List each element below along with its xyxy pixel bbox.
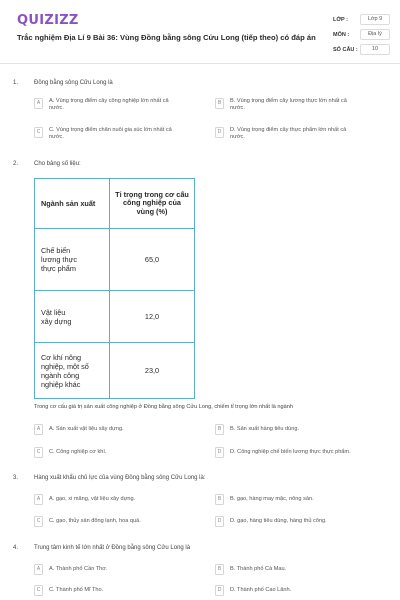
option-text: A. Thành phố Cần Thơ.: [49, 566, 108, 572]
page-title: Trắc nghiệm Địa Lí 9 Bài 36: Vùng Đồng bằng sông Cửu Long (tiếp theo) có đáp án: [17, 33, 316, 42]
cell-line: Vật liệu: [41, 307, 66, 317]
q2-option-d[interactable]: [215, 447, 351, 458]
q1-option-a[interactable]: [34, 98, 169, 112]
option-text: B. gạo, hàng may mặc, nông sản.: [230, 496, 314, 502]
meta-count: [333, 44, 391, 56]
cell-line: lương thực: [41, 255, 78, 264]
option-letter: D: [215, 447, 224, 458]
option-letter: D: [215, 585, 224, 596]
meta-subject-value: Địa lý: [360, 29, 390, 40]
q4-option-a[interactable]: [34, 564, 108, 575]
table-cell-name: [35, 291, 110, 343]
q3-option-b[interactable]: [215, 494, 314, 505]
q1-option-c[interactable]: [34, 127, 172, 141]
cell-line: nghiệp, một số: [41, 361, 89, 371]
option-letter: D: [215, 516, 224, 527]
option-letter: A: [34, 494, 43, 505]
meta-subject: [333, 29, 391, 41]
option-letter: C: [34, 127, 43, 138]
cell-line: Cơ khí nông: [41, 352, 82, 362]
option-text: A. gạo, xi măng, vật liệu xây dựng.: [49, 496, 136, 502]
option-letter: C: [34, 447, 43, 458]
cell-line: Chế biến: [41, 246, 71, 255]
table-header-row: [35, 179, 195, 229]
q1-option-b[interactable]: [215, 98, 347, 112]
q3-option-a[interactable]: [34, 494, 135, 505]
table-cell-name: [35, 229, 110, 291]
option-text: A. Vùng trọng điểm cây công nghiệp lớn nhất cả: [49, 98, 169, 104]
table-cell-value: 65,0: [110, 229, 195, 291]
option-letter: A: [34, 98, 43, 109]
table-header-cell: [110, 179, 195, 229]
meta-count-value: 10: [360, 44, 390, 55]
option-text: D. Thành phố Cao Lãnh.: [230, 587, 292, 593]
header-line: Tỉ trọng trong cơ cấu: [115, 189, 189, 199]
option-text: C. Thành phố Mĩ Tho.: [49, 587, 104, 593]
question-text: Cho bảng số liệu:: [34, 161, 81, 167]
option-text: D. Vùng trọng điểm cây thực phẩm lớn nhất cả: [230, 127, 347, 133]
question-text: Trong cơ cấu giá trị sản xuất công nghiệp ở Đồng bằng sông Cửu Long, chiếm tỉ trọng lớn nhất là ngành: [34, 404, 293, 410]
cell-line: xây dựng: [41, 316, 72, 326]
option-text-cont: nước.: [49, 134, 64, 140]
option-text-cont: nước.: [230, 105, 245, 111]
option-text: A. Sản xuất vật liệu xây dựng.: [49, 426, 124, 432]
q4-option-b[interactable]: [215, 564, 286, 575]
meta-class: [333, 14, 391, 26]
table-cell-value: 23,0: [110, 343, 195, 399]
data-table: [34, 178, 195, 399]
table-row: [35, 229, 195, 291]
header: [0, 0, 400, 64]
cell-line: nghiệp khác: [41, 379, 81, 389]
table-row: [35, 291, 195, 343]
option-text: C. Vùng trọng điểm chăn nuôi gia súc lớn nhất cả: [49, 127, 172, 133]
cell-line: thực phẩm: [41, 264, 76, 273]
option-text: B. Thành phố Cà Mau.: [230, 566, 287, 572]
option-letter: A: [34, 424, 43, 435]
option-letter: A: [34, 564, 43, 575]
question-number: 1.: [13, 80, 19, 86]
table-cell-value: 12,0: [110, 291, 195, 343]
cell-line: ngành công: [41, 370, 80, 380]
option-letter: B: [215, 494, 224, 505]
option-text: B. Vùng trọng điểm cây lương thực lớn nhất cả: [230, 98, 347, 104]
table-row: [35, 343, 195, 399]
table-header-cell: Ngành sản xuất: [35, 179, 110, 229]
option-text: D. Công nghiệp chế biến lương thực thực phẩm.: [230, 449, 351, 455]
option-letter: B: [215, 98, 224, 109]
option-letter: D: [215, 127, 224, 138]
option-letter: C: [34, 585, 43, 596]
question-number: 2.: [13, 161, 19, 167]
meta-subject-label: MÔN :: [333, 32, 350, 38]
option-text: C. Công nghiệp cơ khí.: [49, 449, 107, 455]
header-line: vùng (%): [136, 206, 168, 216]
question-number: 4.: [13, 545, 19, 551]
option-text: C. gạo, thủy sản đông lạnh, hoa quả.: [49, 518, 141, 524]
header-line: công nghiệp của: [123, 198, 181, 208]
question-number: 3.: [13, 475, 19, 481]
question-text: Trung tâm kinh tế lớn nhất ở Đồng bằng sông Cửu Long là: [34, 545, 191, 551]
q3-option-c[interactable]: [34, 516, 141, 527]
q2-option-a[interactable]: [34, 424, 124, 435]
option-text: D. gạo, hàng tiêu dùng, hàng thủ công.: [230, 518, 327, 524]
option-text-cont: nước.: [49, 105, 64, 111]
meta-class-value: Lớp 9: [360, 14, 390, 25]
question-text: Đồng bằng sông Cửu Long là: [34, 80, 113, 86]
quizizz-logo[interactable]: QUIZIZZ: [17, 13, 79, 28]
option-letter: B: [215, 564, 224, 575]
option-letter: B: [215, 424, 224, 435]
q2-option-b[interactable]: [215, 424, 299, 435]
q1-option-d[interactable]: [215, 127, 346, 141]
q2-option-c[interactable]: [34, 447, 106, 458]
q3-option-d[interactable]: [215, 516, 327, 527]
table-cell-name: [35, 343, 110, 399]
q4-option-d[interactable]: [215, 585, 291, 596]
meta-class-label: LỚP :: [333, 17, 348, 23]
meta-count-label: SỐ CÂU :: [333, 47, 358, 53]
option-text-cont: nước.: [230, 134, 245, 140]
option-letter: C: [34, 516, 43, 527]
option-text: B. Sản xuất hàng tiêu dùng.: [230, 426, 300, 432]
question-text: Hàng xuất khẩu chủ lực của vùng Đồng bằng sông Cửu Long là:: [34, 475, 206, 481]
q4-option-c[interactable]: [34, 585, 103, 596]
